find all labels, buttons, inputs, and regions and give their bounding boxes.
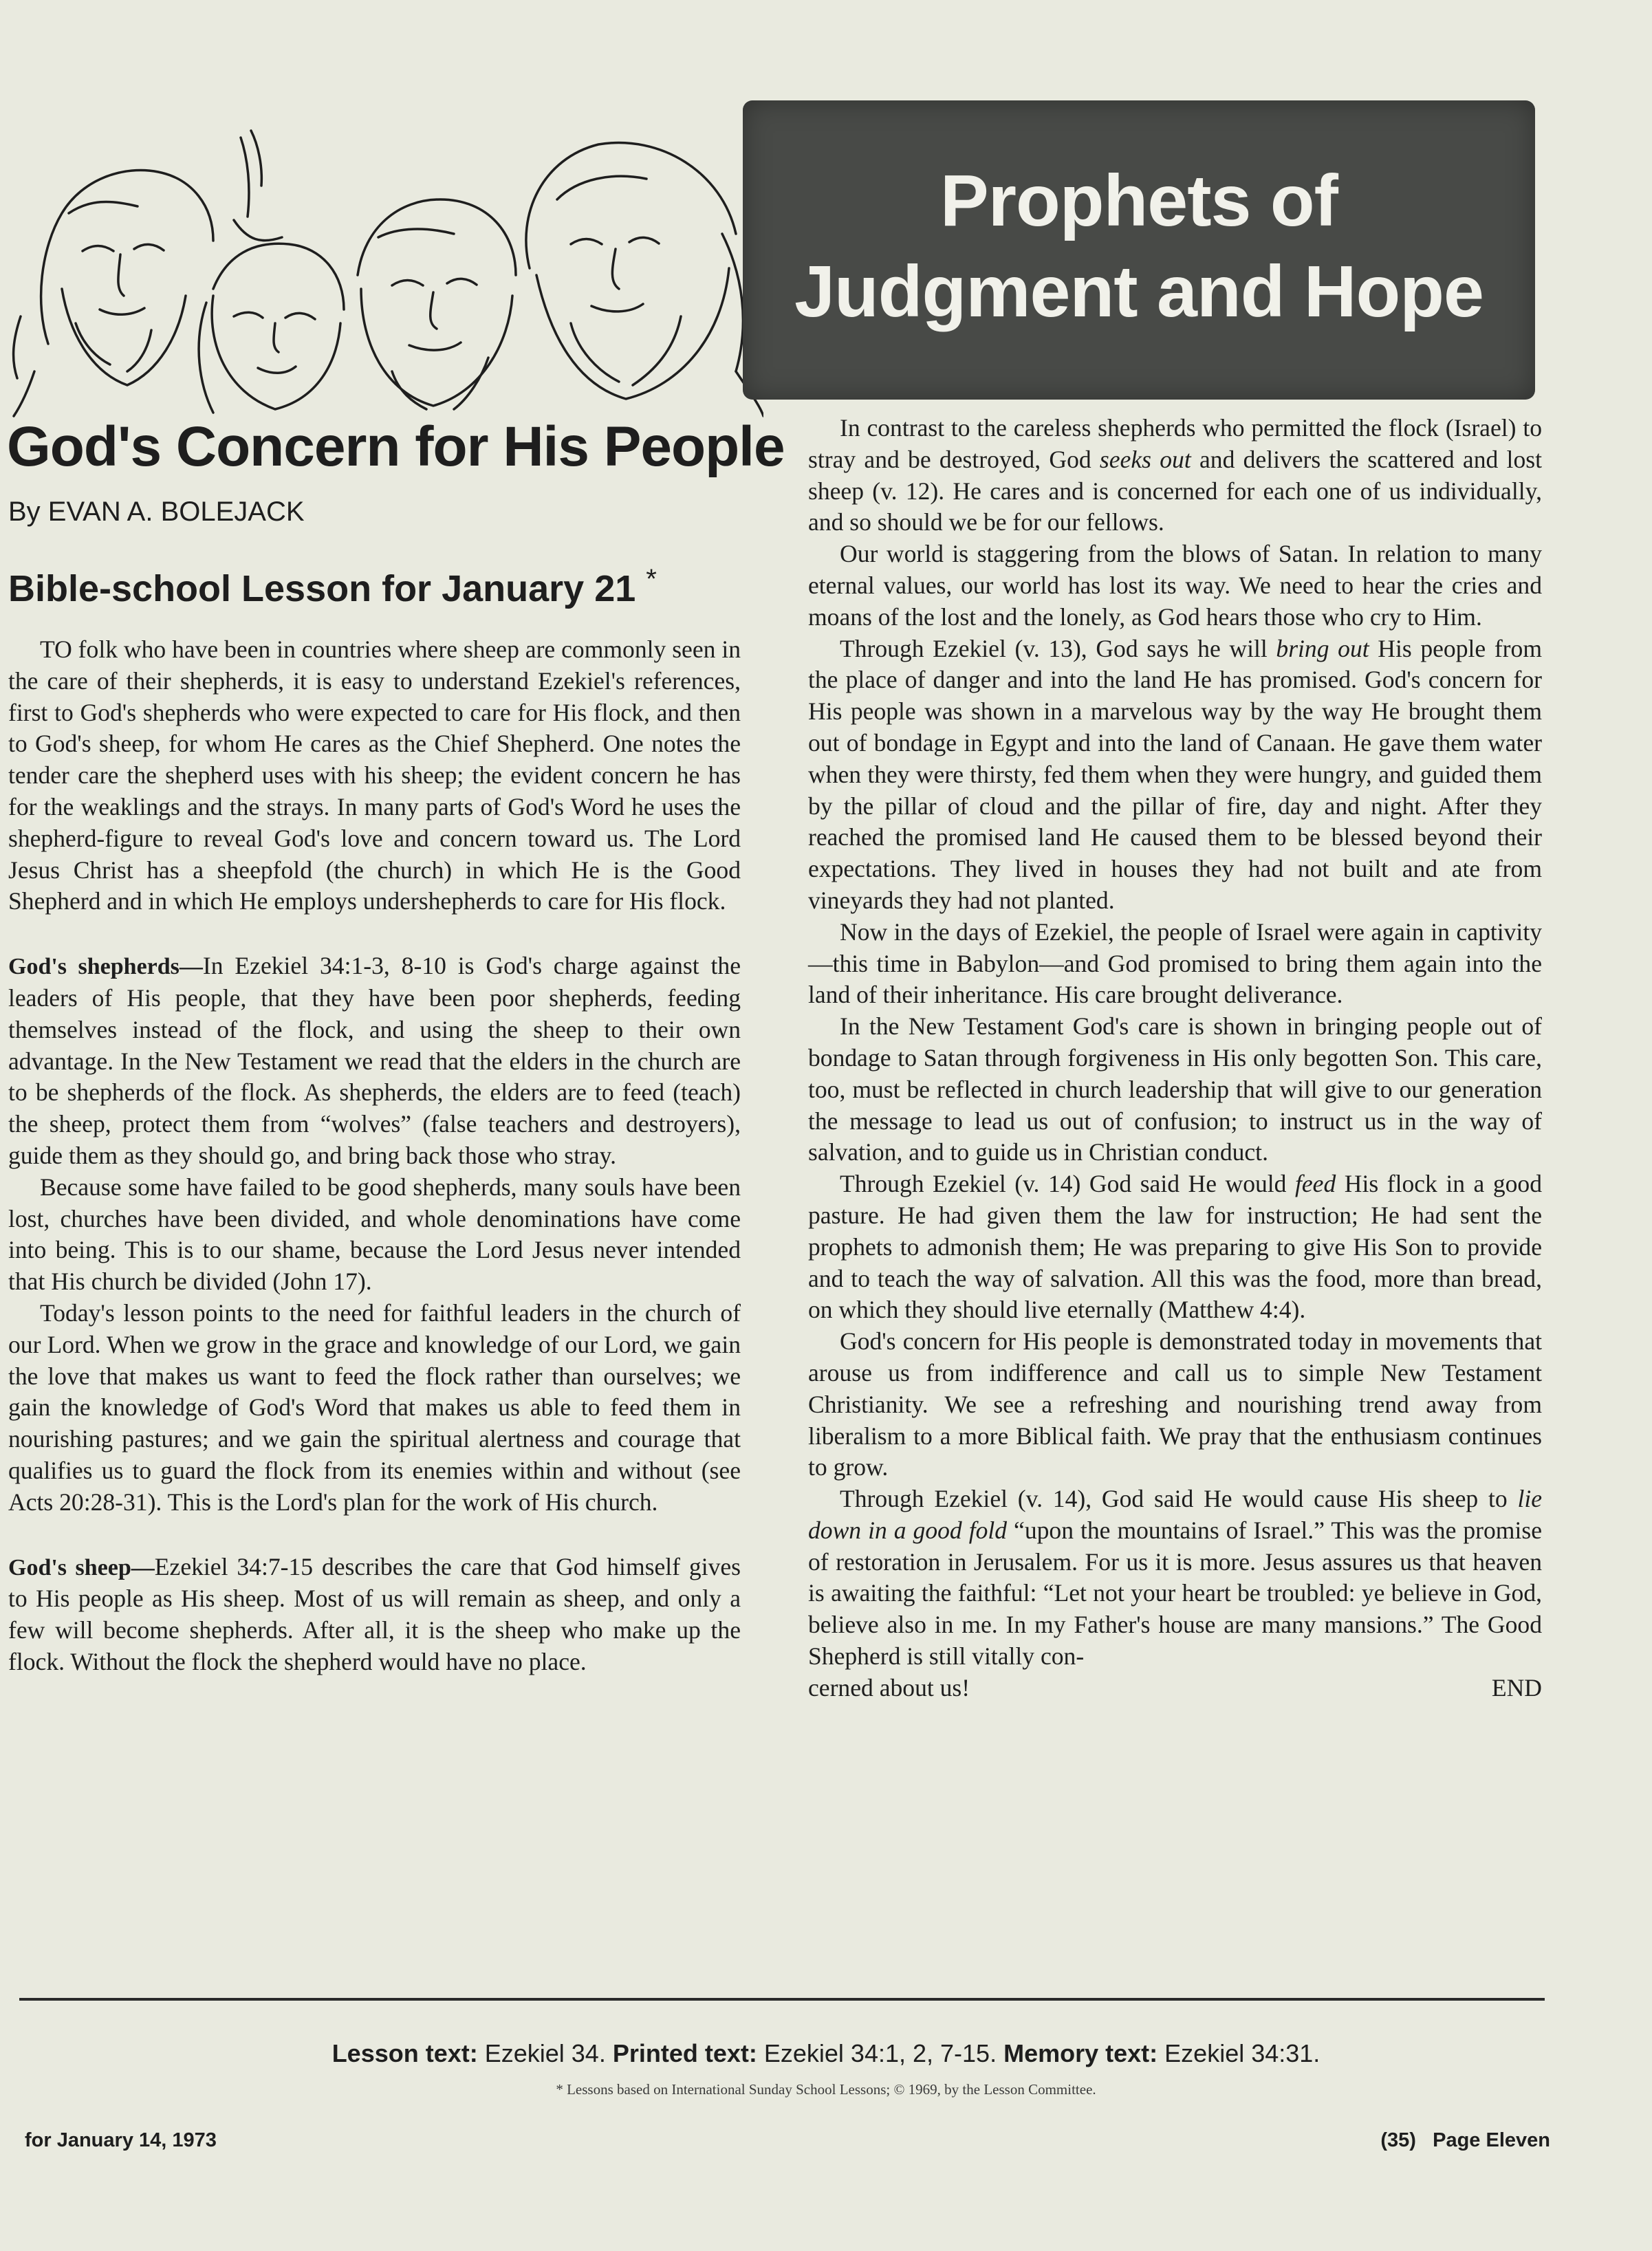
text: In contrast to the careless shepherds who permitted the flock (Israel) to stray and be destroyed, God	[808, 414, 1542, 473]
subhead-gods-shepherds: God's shepherds—	[8, 954, 203, 980]
closing-line	[808, 1673, 1542, 1704]
printed-text-label: Printed text:	[612, 2039, 757, 2067]
text: Through Ezekiel (v. 13), God says he will	[840, 634, 1276, 662]
footnote: * Lessons based on International Sunday School Lessons; © 1969, by the Lesson Committee.	[556, 2081, 1096, 2098]
prophet-face-3-icon	[358, 199, 516, 409]
paragraph	[808, 1483, 1542, 1673]
emphasis: feed	[1295, 1170, 1336, 1198]
paragraph	[808, 1168, 1542, 1326]
closing-text: cerned about us!	[808, 1673, 970, 1701]
prophet-face-1-icon	[14, 171, 213, 417]
paragraph	[808, 633, 1542, 917]
lesson-text-value: Ezekiel 34.	[477, 2039, 613, 2067]
divider-rule	[19, 1998, 1545, 2001]
paragraph-text: Ezekiel 34:7-15 describes the care that God himself gives to His people as His sheep. Most of us will remain as sheep, and only a few will become shepherds. After all, it is the sheep who make up the flock. Without the flock the shepherd would have no place.	[8, 1552, 741, 1675]
lesson-texts	[0, 2039, 1652, 2068]
emphasis: seeks out	[1099, 445, 1191, 473]
paragraph: Today's lesson points to the need for faithful leaders in the church of our Lord. When we grow in the grace and knowledge of our Lord, we gain the love that makes us want to feed the flock rather than ourselves; we gain the knowledge of God's Word that makes us able to feed them in nourishing pastures; and we gain the spiritual alertness and courage that qualifies us to guard the flock from its enemies within and without (see Acts 20:28-31). This is the Lord's plan for the work of His church.	[8, 1298, 741, 1516]
left-column	[8, 634, 741, 1678]
right-column	[808, 413, 1542, 1704]
paragraph: In the New Testament God's care is shown in bringing people out of bondage to Satan through forgiveness in His only begotten Son. This care, too, must be reflected in church leadership that will give to our generation the message to lead us out of confusion; to instruct us in the way of salvation, and to guide us in Christian conduct.	[808, 1012, 1542, 1166]
banner-line-1: Prophets of	[940, 160, 1338, 241]
lesson-text-label: Lesson text:	[332, 2039, 478, 2067]
text: Through Ezekiel (v. 14), God said He would cause His sheep to	[840, 1485, 1518, 1513]
paragraph: Now in the days of Ezekiel, the people of Israel were again in captivity—this time in Babylon—and God promised to bring them again into the land of their inheritance. His care brought deliverance.	[808, 917, 1542, 1009]
paragraph	[8, 950, 741, 1172]
lesson-heading-text: Bible-school Lesson for January 21	[8, 568, 636, 609]
paragraph-text: In Ezekiel 34:1-3, 8-10 is God's charge against the leaders of His people, that they have been poor shepherds, feeding themselves instead of the flock, and using the sheep to their own advantage. In the New Testament we read that the elders in the church are to be shepherds of the flock. As shepherds, the elders are to feed (teach) the sheep, protect them from “wolves” (false teachers and destroyers), guide them as they should go, and bring back those who stray.	[8, 952, 741, 1169]
banner-line-2: Judgment and Hope	[794, 251, 1483, 332]
emphasis: lie down in a good fold	[808, 1485, 1542, 1544]
text: His people from the place of danger and into the land He has promised. God's concern for His people was shown in a marvelous way by the way He brought them out of bondage in Egypt and into the land of Canaan. He gave them water when they were thirsty, fed them when they were hungry, and guided them by the pillar of cloud and the pillar of fire, day and night. After they reached the promised land He caused them to be blessed beyond their expectations. They lived in houses they had not built and ate from vineyards they had not planted.	[808, 634, 1542, 914]
lesson-heading	[8, 554, 657, 613]
memory-text-label: Memory text:	[1003, 2039, 1158, 2067]
text: Through Ezekiel (v. 14) God said He would	[840, 1170, 1295, 1198]
issue-date: for January 14, 1973	[25, 2129, 217, 2151]
prophet-face-4-icon	[526, 143, 763, 416]
article-title: God's Concern for His People	[7, 415, 785, 478]
memory-text-value: Ezekiel 34:31.	[1158, 2039, 1320, 2067]
paragraph	[8, 1552, 741, 1678]
subhead-gods-sheep: God's sheep—	[8, 1554, 155, 1580]
paragraph: God's concern for His people is demonstrated today in movements that arouse us from indifference and call us to simple New Testament Christianity. We see a refreshing and nourishing trend away from liberalism to a more Biblical faith. We pray that the enthusiasm continues to grow.	[808, 1327, 1542, 1481]
footnote-mark: *	[646, 564, 657, 594]
printed-text-value: Ezekiel 34:1, 2, 7-15.	[757, 2039, 1004, 2067]
page-number: (35) Page Eleven	[1380, 2129, 1550, 2151]
paragraph	[808, 413, 1542, 539]
end-mark: END	[1491, 1673, 1542, 1701]
emphasis: bring out	[1276, 634, 1369, 662]
banner-title	[743, 155, 1535, 337]
text: His flock in a good pasture. He had given them the law for instruction; He had sent the prophets to admonish them; He was preparing to give His Son to provide and to teach the way of salvation. All this was the food, more than bread, on which they should live eternally (Matthew 4:4).	[808, 1170, 1542, 1324]
prophets-illustration	[7, 96, 763, 420]
byline: By EVAN A. BOLEJACK	[8, 497, 305, 527]
text: and delivers the scattered and lost sheep (v. 12). He cares and is concerned for each one of us individually, and so should we be for our fellows.	[808, 445, 1542, 536]
prophet-face-2-icon	[199, 131, 344, 413]
paragraph: Because some have failed to be good shepherds, many souls have been lost, churches have been divided, and whole denominations have come into being. This is to our shame, because the Lord Jesus never intended that His church be divided (John 17).	[8, 1173, 741, 1296]
paragraph: TO folk who have been in countries where sheep are commonly seen in the care of their shepherds, it is easy to understand Ezekiel's references, first to God's shepherds who were expected to care for His flock, and then to God's sheep, for whom He cares as the Chief Shepherd. One notes the tender care the shepherd uses with his sheep; the evident concern he has for the weaklings and the strays. In many parts of God's Word he uses the shepherd-figure to reveal God's love and concern toward us. The Lord Jesus Christ has a sheepfold (the church) in which He is the Good Shepherd and in which He employs undershepherds to care for His flock.	[8, 635, 741, 915]
text: “upon the mountains of Israel.” This was the promise of restoration in Jerusalem. For us it is more. Jesus assures us that heaven is awaiting the faithful: “Let not your heart be troubled: ye believe in God, believe also in me. In my Father's house are many mansions.” The Good Shepherd is still vitally con-	[808, 1516, 1542, 1671]
paragraph: Our world is staggering from the blows of Satan. In relation to many eternal values, our world has lost its way. We need to hear the cries and moans of the lost and the lonely, as God hears those who cry to Him.	[808, 540, 1542, 631]
title-banner	[743, 100, 1535, 400]
